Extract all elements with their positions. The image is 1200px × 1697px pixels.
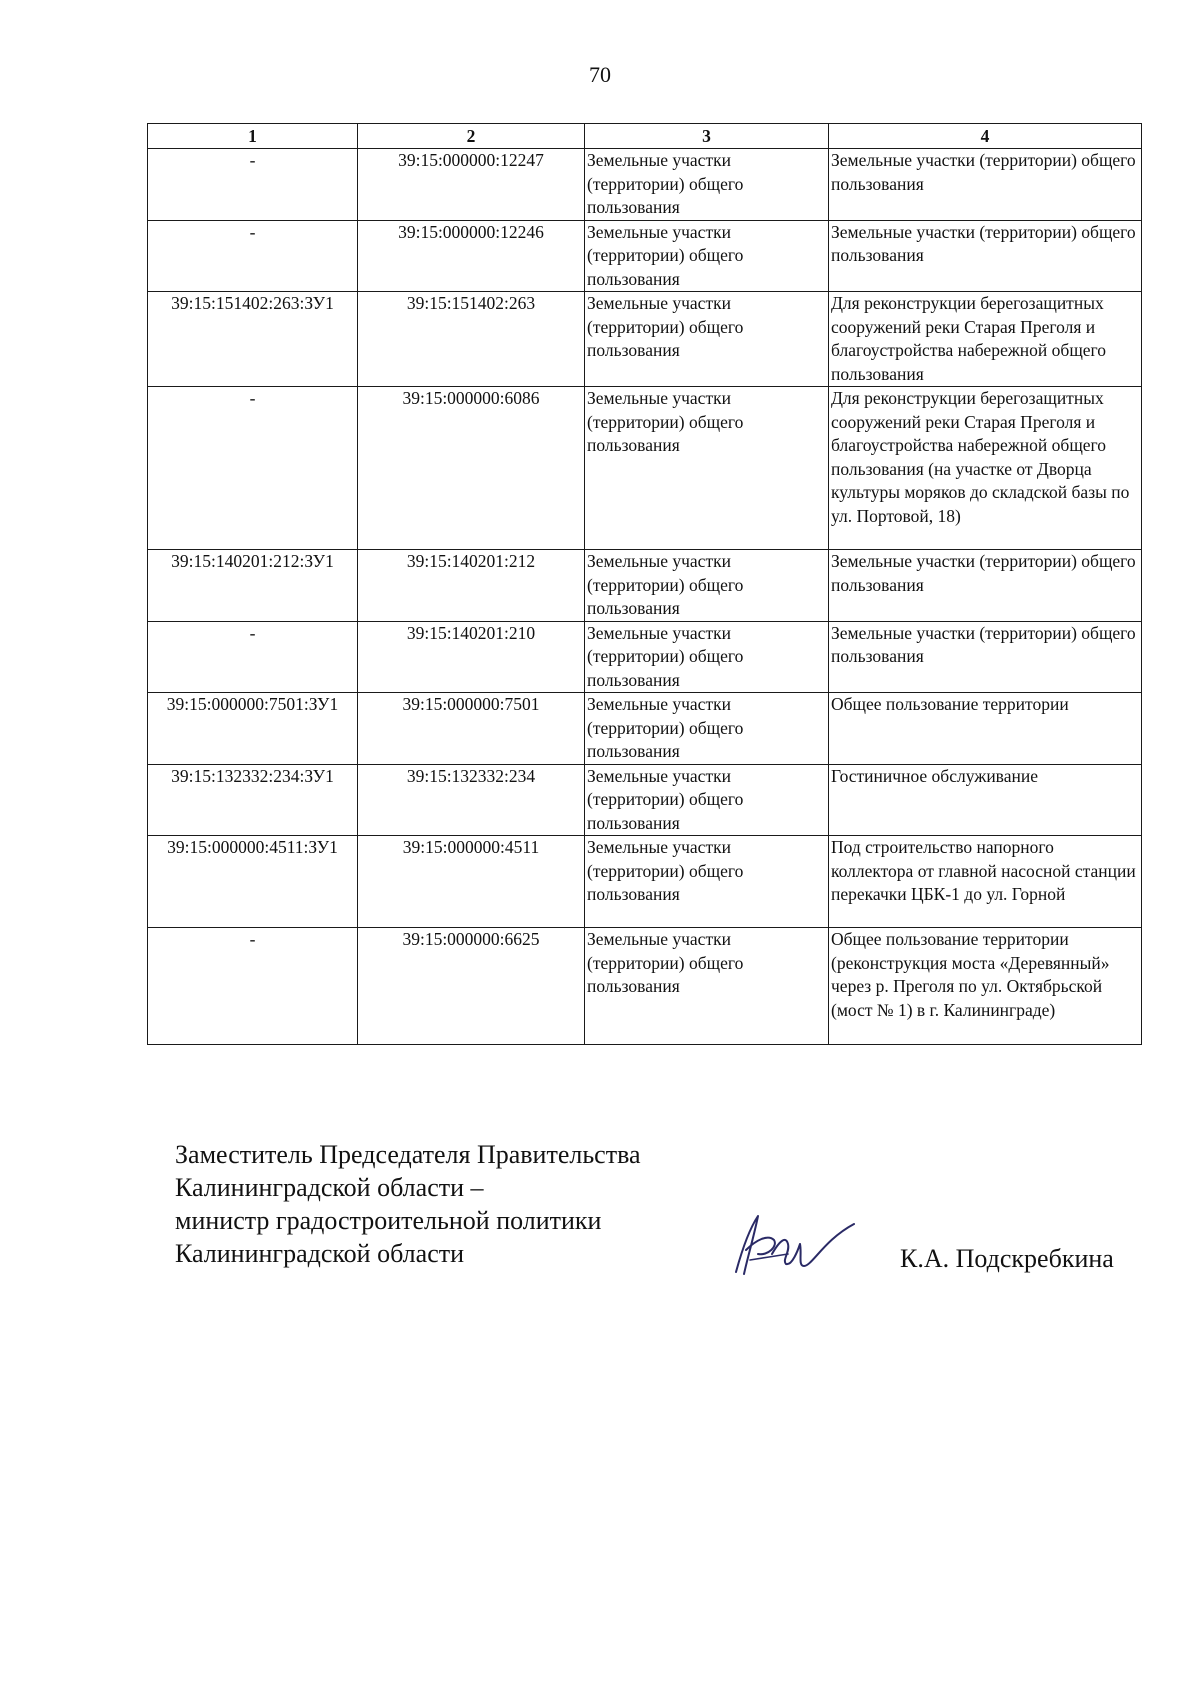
land-category: Земельные участки (территории) общего пользования bbox=[585, 764, 829, 836]
permitted-use: Земельные участки (территории) общего пользования bbox=[829, 621, 1142, 693]
cadastral-number: 39:15:000000:12247 bbox=[358, 149, 585, 221]
cadastral-number: 39:15:000000:6625 bbox=[358, 928, 585, 1045]
cadastral-number: 39:15:132332:234 bbox=[358, 764, 585, 836]
signatory-title-line: Заместитель Председателя Правительства bbox=[175, 1140, 641, 1169]
table-header-row bbox=[148, 124, 1142, 149]
land-category: Земельные участки (территории) общего пользования bbox=[585, 621, 829, 693]
table-row bbox=[148, 836, 1142, 928]
plot-designation: 39:15:140201:212:ЗУ1 bbox=[148, 550, 358, 622]
plot-designation: 39:15:132332:234:ЗУ1 bbox=[148, 764, 358, 836]
permitted-use: Земельные участки (территории) общего пользования bbox=[829, 550, 1142, 622]
cadastral-number: 39:15:000000:12246 bbox=[358, 220, 585, 292]
signer-name: К.А. Подскребкина bbox=[900, 1244, 1114, 1273]
plot-designation: - bbox=[148, 621, 358, 693]
table-row bbox=[148, 928, 1142, 1045]
permitted-use: Для реконструкции берегозащитных сооружений реки Старая Преголя и благоустройства набережной общего пользования (на участке от Дворца культуры моряков до складской базы по ул. Портовой, 18) bbox=[829, 387, 1142, 550]
plot-designation: - bbox=[148, 149, 358, 221]
signatory-title-line: Калининградской области – bbox=[175, 1173, 484, 1202]
permitted-use: Гостиничное обслуживание bbox=[829, 764, 1142, 836]
signatory-title bbox=[175, 1138, 641, 1270]
permitted-use: Под строительство напорного коллектора от главной насосной станции перекачки ЦБК-1 до ул. Горной bbox=[829, 836, 1142, 928]
land-category: Земельные участки (территории) общего пользования bbox=[585, 836, 829, 928]
land-category: Земельные участки (территории) общего пользования bbox=[585, 220, 829, 292]
cadastral-number: 39:15:140201:212 bbox=[358, 550, 585, 622]
table-row bbox=[148, 621, 1142, 693]
table-row bbox=[148, 693, 1142, 765]
table-row bbox=[148, 764, 1142, 836]
cadastral-number: 39:15:151402:263 bbox=[358, 292, 585, 387]
column-header: 3 bbox=[585, 124, 829, 149]
land-category: Земельные участки (территории) общего пользования bbox=[585, 387, 829, 550]
column-header: 4 bbox=[829, 124, 1142, 149]
cadastral-number: 39:15:000000:7501 bbox=[358, 693, 585, 765]
plot-designation: 39:15:000000:4511:ЗУ1 bbox=[148, 836, 358, 928]
land-category: Земельные участки (территории) общего пользования bbox=[585, 928, 829, 1045]
permitted-use: Земельные участки (территории) общего пользования bbox=[829, 220, 1142, 292]
plot-designation: 39:15:151402:263:ЗУ1 bbox=[148, 292, 358, 387]
table-row bbox=[148, 292, 1142, 387]
plot-designation: - bbox=[148, 220, 358, 292]
table-row bbox=[148, 387, 1142, 550]
land-category: Земельные участки (территории) общего пользования bbox=[585, 693, 829, 765]
plot-designation: 39:15:000000:7501:ЗУ1 bbox=[148, 693, 358, 765]
cadastral-number: 39:15:140201:210 bbox=[358, 621, 585, 693]
permitted-use: Для реконструкции берегозащитных сооружений реки Старая Преголя и благоустройства набережной общего пользования bbox=[829, 292, 1142, 387]
plot-designation: - bbox=[148, 387, 358, 550]
land-plots-table bbox=[147, 123, 1142, 1045]
column-header: 1 bbox=[148, 124, 358, 149]
table-row bbox=[148, 220, 1142, 292]
permitted-use: Общее пользование территории bbox=[829, 693, 1142, 765]
column-header: 2 bbox=[358, 124, 585, 149]
page-number: 70 bbox=[589, 62, 611, 87]
signatory-title-line: министр градостроительной политики bbox=[175, 1206, 602, 1235]
table-row bbox=[148, 550, 1142, 622]
plot-designation: - bbox=[148, 928, 358, 1045]
cadastral-number: 39:15:000000:6086 bbox=[358, 387, 585, 550]
permitted-use: Общее пользование территории (реконструкция моста «Деревянный» через р. Преголя по ул. Октябрьской (мост № 1) в г. Калининграде) bbox=[829, 928, 1142, 1045]
permitted-use: Земельные участки (территории) общего пользования bbox=[829, 149, 1142, 221]
table-row bbox=[148, 149, 1142, 221]
cadastral-number: 39:15:000000:4511 bbox=[358, 836, 585, 928]
signatory-title-line: Калининградской области bbox=[175, 1239, 465, 1268]
handwritten-signature bbox=[728, 1210, 858, 1280]
land-category: Земельные участки (территории) общего пользования bbox=[585, 149, 829, 221]
land-category: Земельные участки (территории) общего пользования bbox=[585, 550, 829, 622]
land-category: Земельные участки (территории) общего пользования bbox=[585, 292, 829, 387]
